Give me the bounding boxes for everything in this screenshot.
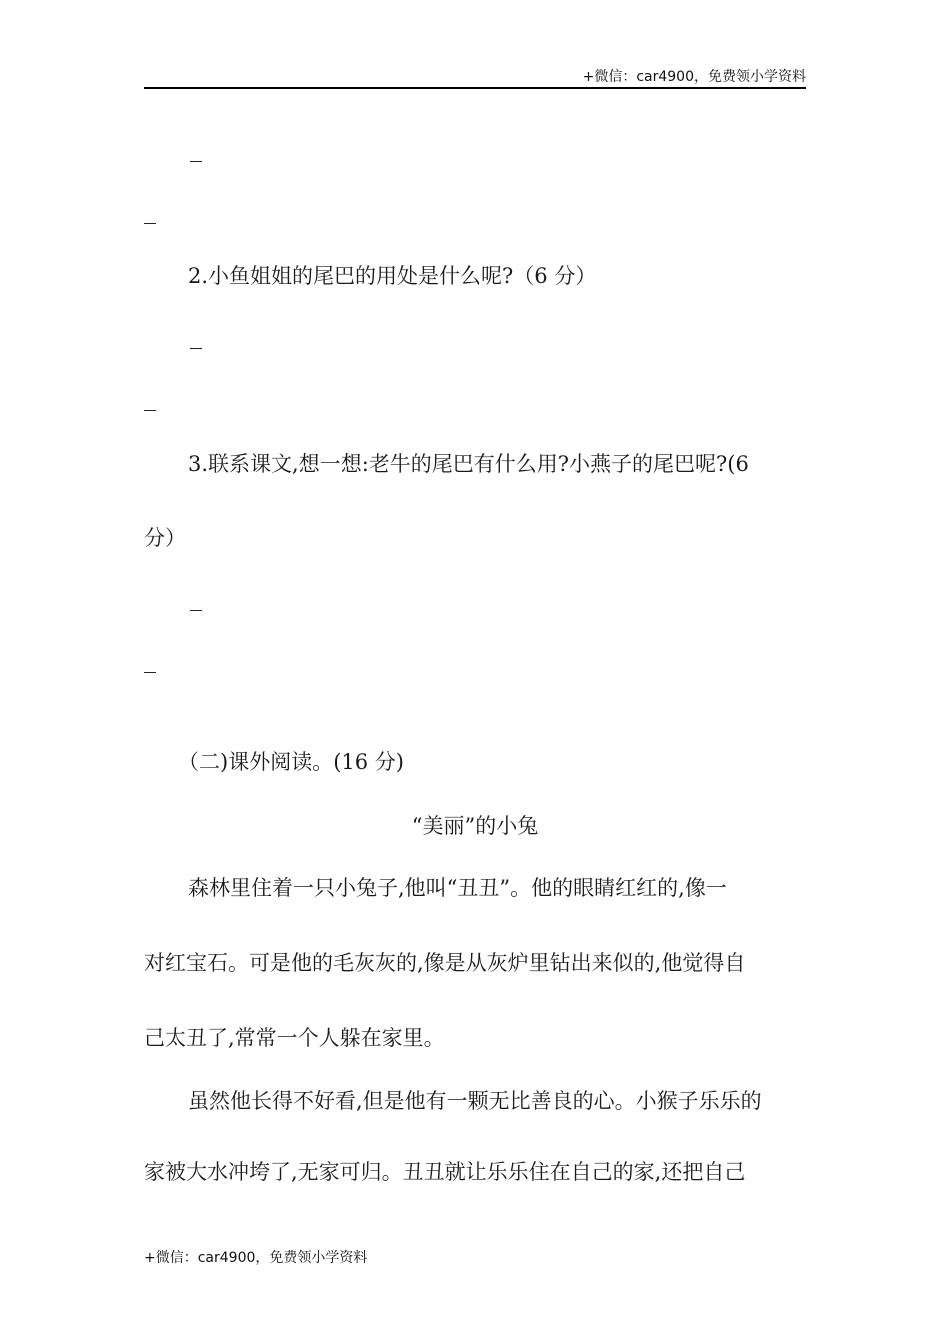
question-2: 2.小鱼姐姐的尾巴的用处是什么呢?（6 分） [188,264,597,288]
answer-blank[interactable] [144,672,156,673]
answer-blank[interactable] [190,610,202,611]
header-watermark-note: +微信：car4900，免费领小学资料 [582,69,806,85]
section-heading: （二)课外阅读。(16 分) [178,750,404,774]
story-paragraph-1-line-3: 己太丑了,常常一个人躲在家里。 [144,1026,445,1050]
footer-watermark-note: +微信：car4900，免费领小学资料 [144,1250,368,1266]
story-paragraph-1-line-2: 对红宝石。可是他的毛灰灰的,像是从灰炉里钻出来似的,他觉得自 [144,951,746,975]
answer-blank[interactable] [190,348,202,349]
header-divider [144,87,806,89]
story-title: “美丽”的小兔 [411,814,539,838]
answer-blank[interactable] [144,223,156,224]
story-paragraph-2-line-1: 虽然他长得不好看,但是他有一颗无比善良的心。小猴子乐乐的 [188,1089,762,1113]
story-paragraph-2-line-2: 家被大水冲垮了,无家可归。丑丑就让乐乐住在自己的家,还把自己 [144,1160,746,1184]
question-3-line-1: 3.联系课文,想一想:老牛的尾巴有什么用?小燕子的尾巴呢?(6 [188,452,749,476]
answer-blank[interactable] [190,161,202,162]
story-paragraph-1-line-1: 森林里住着一只小兔子,他叫“丑丑”。他的眼睛红红的,像一 [188,876,727,900]
question-3-line-2: 分） [144,526,186,550]
answer-blank[interactable] [144,410,156,411]
